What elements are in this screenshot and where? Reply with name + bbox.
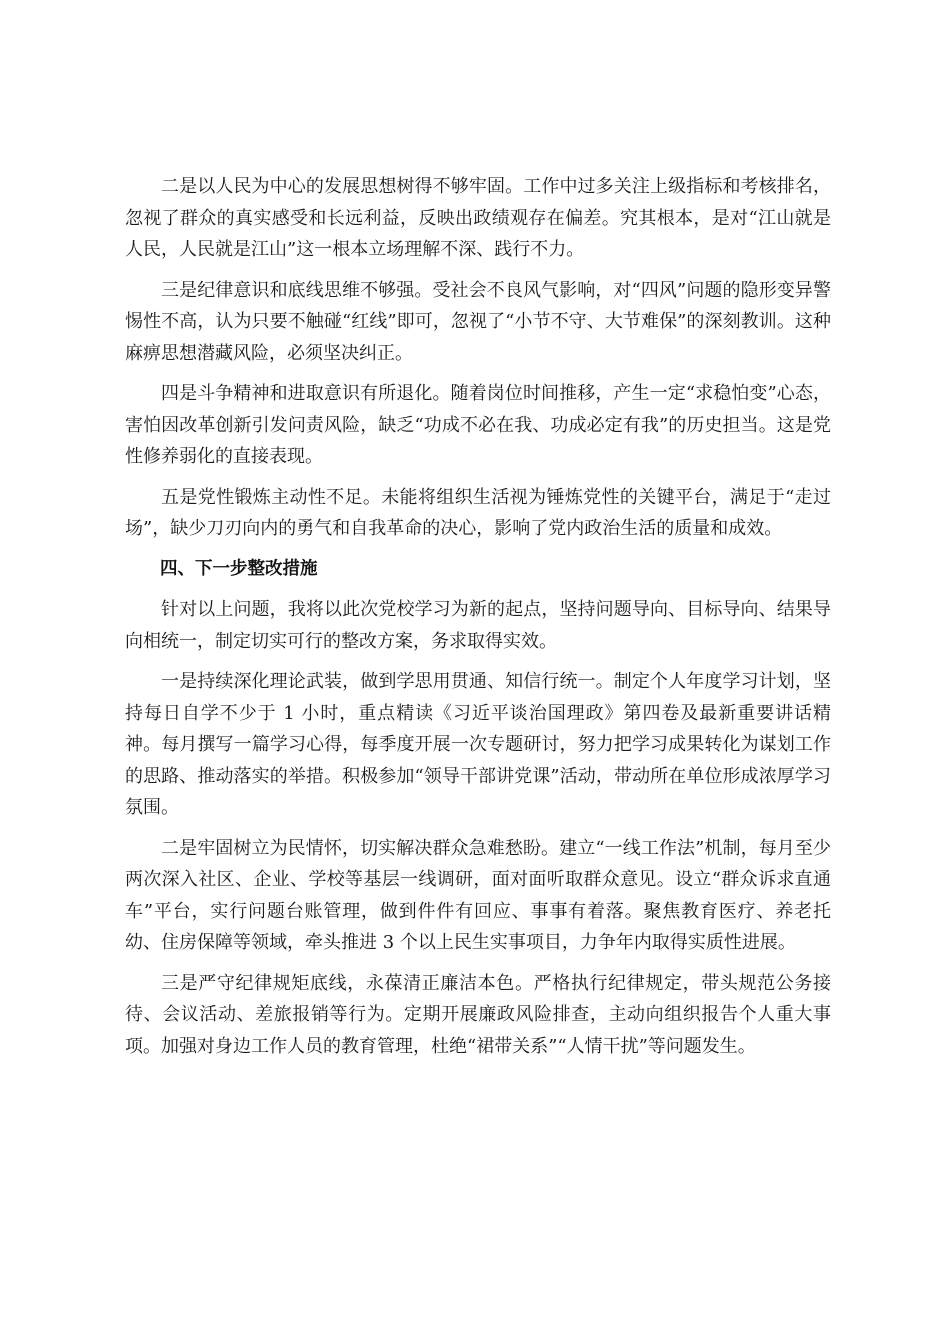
paragraph-measure-two: 二是牢固树立为民情怀，切实解决群众急难愁盼。建立“一线工作法”机制，每月至少两次深入社区、企业、学校等基层一线调研，面对面听取群众意见。设立“群众诉求直通车”平台，实行问题台账管理，做到件件有回应、事事有着落。聚焦教育医疗、养老托幼、住房保障等领域，牵头推进 3 个以上民生实事项目，力争年内取得实质性进展。 [125,837,831,953]
paragraph-measure-three: 三是严守纪律规矩底线，永葆清正廉洁本色。严格执行纪律规定，带头规范公务接待、会议活动、差旅报销等行为。定期开展廉政风险排查，主动向组织报告个人重大事项。加强对身边工作人员的教育管理，杜绝“裙带关系”“人情干扰”等问题发生。 [125,972,831,1057]
paragraph-point-three: 三是纪律意识和底线思维不够强。受社会不良风气影响，对“四风”问题的隐形变异警惕性不高，认为只要不触碰“红线”即可，忽视了“小节不守、大节难保”的深刻教训。这种麻痹思想潜藏风险，必须坚决纠正。 [125,279,831,364]
section-heading: 四、下一步整改措施 [160,558,318,579]
paragraph-measures-intro: 针对以上问题，我将以此次党校学习为新的起点，坚持问题导向、目标导向、结果导向相统一，制定切实可行的整改方案，务求取得实效。 [125,599,831,652]
paragraph-point-five: 五是党性锻炼主动性不足。未能将组织生活视为锤炼党性的关键平台，满足于“走过场”，缺少刀刃向内的勇气和自我革命的决心，影响了党内政治生活的质量和成效。 [125,486,831,539]
paragraph-point-two: 二是以人民为中心的发展思想树得不够牢固。工作中过多关注上级指标和考核排名，忽视了群众的真实感受和长远利益，反映出政绩观存在偏差。究其根本，是对“江山就是人民，人民就是江山”这一根本立场理解不深、践行不力。 [125,176,831,260]
paragraph-point-four: 四是斗争精神和进取意识有所退化。随着岗位时间推移，产生一定“求稳怕变”心态，害怕因改革创新引发问责风险，缺乏“功成不必在我、功成必定有我”的历史担当。这是党性修养弱化的直接表现。 [125,383,831,467]
paragraph-measure-one: 一是持续深化理论武装，做到学思用贯通、知信行统一。制定个人年度学习计划，坚持每日自学不少于 1 小时，重点精读《习近平谈治国理政》第四卷及最新重要讲话精神。每月撰写一篇学习心得，每季度开展一次专题研讨，努力把学习成果转化为谋划工作的思路、推动落实的举措。积极参加“领导干部讲党课”活动，带动所在单位形成浓厚学习氛围。 [125,671,831,818]
document-body [125,171,831,1071]
